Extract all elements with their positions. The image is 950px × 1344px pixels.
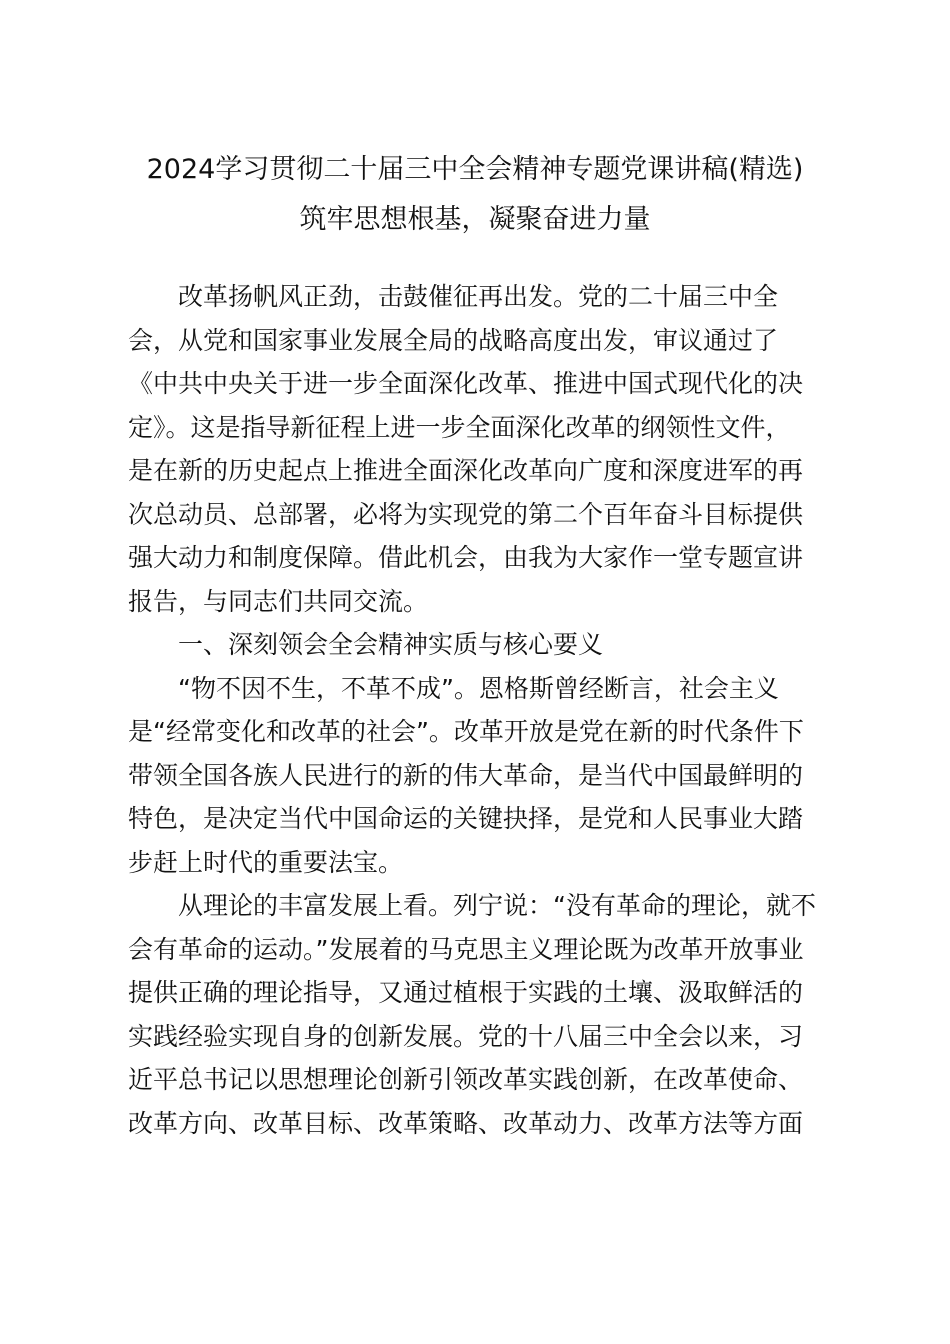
body-line: 会有革命的运动。”发展着的马克思主义理论既为改革开放事业 <box>128 934 804 964</box>
body-line: 提供正确的理论指导，又通过植根于实践的土壤、汲取鲜活的 <box>128 978 804 1007</box>
body-line: 报告，与同志们共同交流。 <box>128 586 429 616</box>
body-line: 从理论的丰富发展上看。列宁说：“没有革命的理论，就不 <box>178 891 816 920</box>
document-subtitle: 筑牢思想根基，凝聚奋进力量 <box>299 204 651 235</box>
body-line: 定》。这是指导新征程上进一步全面深化改革的纲领性文件， <box>128 412 791 442</box>
body-line: 特色，是决定当代中国命运的关键抉择，是党和人民事业大踏 <box>128 804 804 833</box>
body-text <box>128 275 828 1145</box>
document-title: 2024学习贯彻二十届三中全会精神专题党课讲稿(精选) <box>146 154 804 185</box>
body-line: 是在新的历史起点上推进全面深化改革向广度和深度进军的再 <box>128 456 804 485</box>
body-line: 改革扬帆风正劲，击鼓催征再出发。党的二十届三中全 <box>178 282 779 311</box>
body-line: “物不因不生，不革不成”。恩格斯曾经断言，社会主义 <box>178 673 779 703</box>
body-line: 步赶上时代的重要法宝。 <box>128 847 404 877</box>
body-line: 会，从党和国家事业发展全局的战略高度出发，审议通过了 <box>128 325 779 355</box>
body-line: 强大动力和制度保障。借此机会，由我为大家作一堂专题宣讲 <box>128 543 804 572</box>
body-line: 次总动员、总部署，必将为实现党的第二个百年奋斗目标提供 <box>128 499 804 529</box>
body-line: 《中共中央关于进一步全面深化改革、推进中国式现代化的决 <box>128 369 804 398</box>
body-line: 带领全国各族人民进行的新的伟大革命，是当代中国最鲜明的 <box>128 760 804 790</box>
body-line: 实践经验实现自身的创新发展。党的十八届三中全会以来，习 <box>128 1021 804 1051</box>
section-heading: 一、深刻领会全会精神实质与核心要义 <box>178 630 604 659</box>
body-line: 是“经常变化和改革的社会”。改革开放是党在新的时代条件下 <box>128 717 804 746</box>
body-line: 改革方向、改革目标、改革策略、改革动力、改革方法等方面 <box>128 1108 804 1138</box>
body-line: 近平总书记以思想理论创新引领改革实践创新，在改革使命、 <box>128 1065 804 1094</box>
